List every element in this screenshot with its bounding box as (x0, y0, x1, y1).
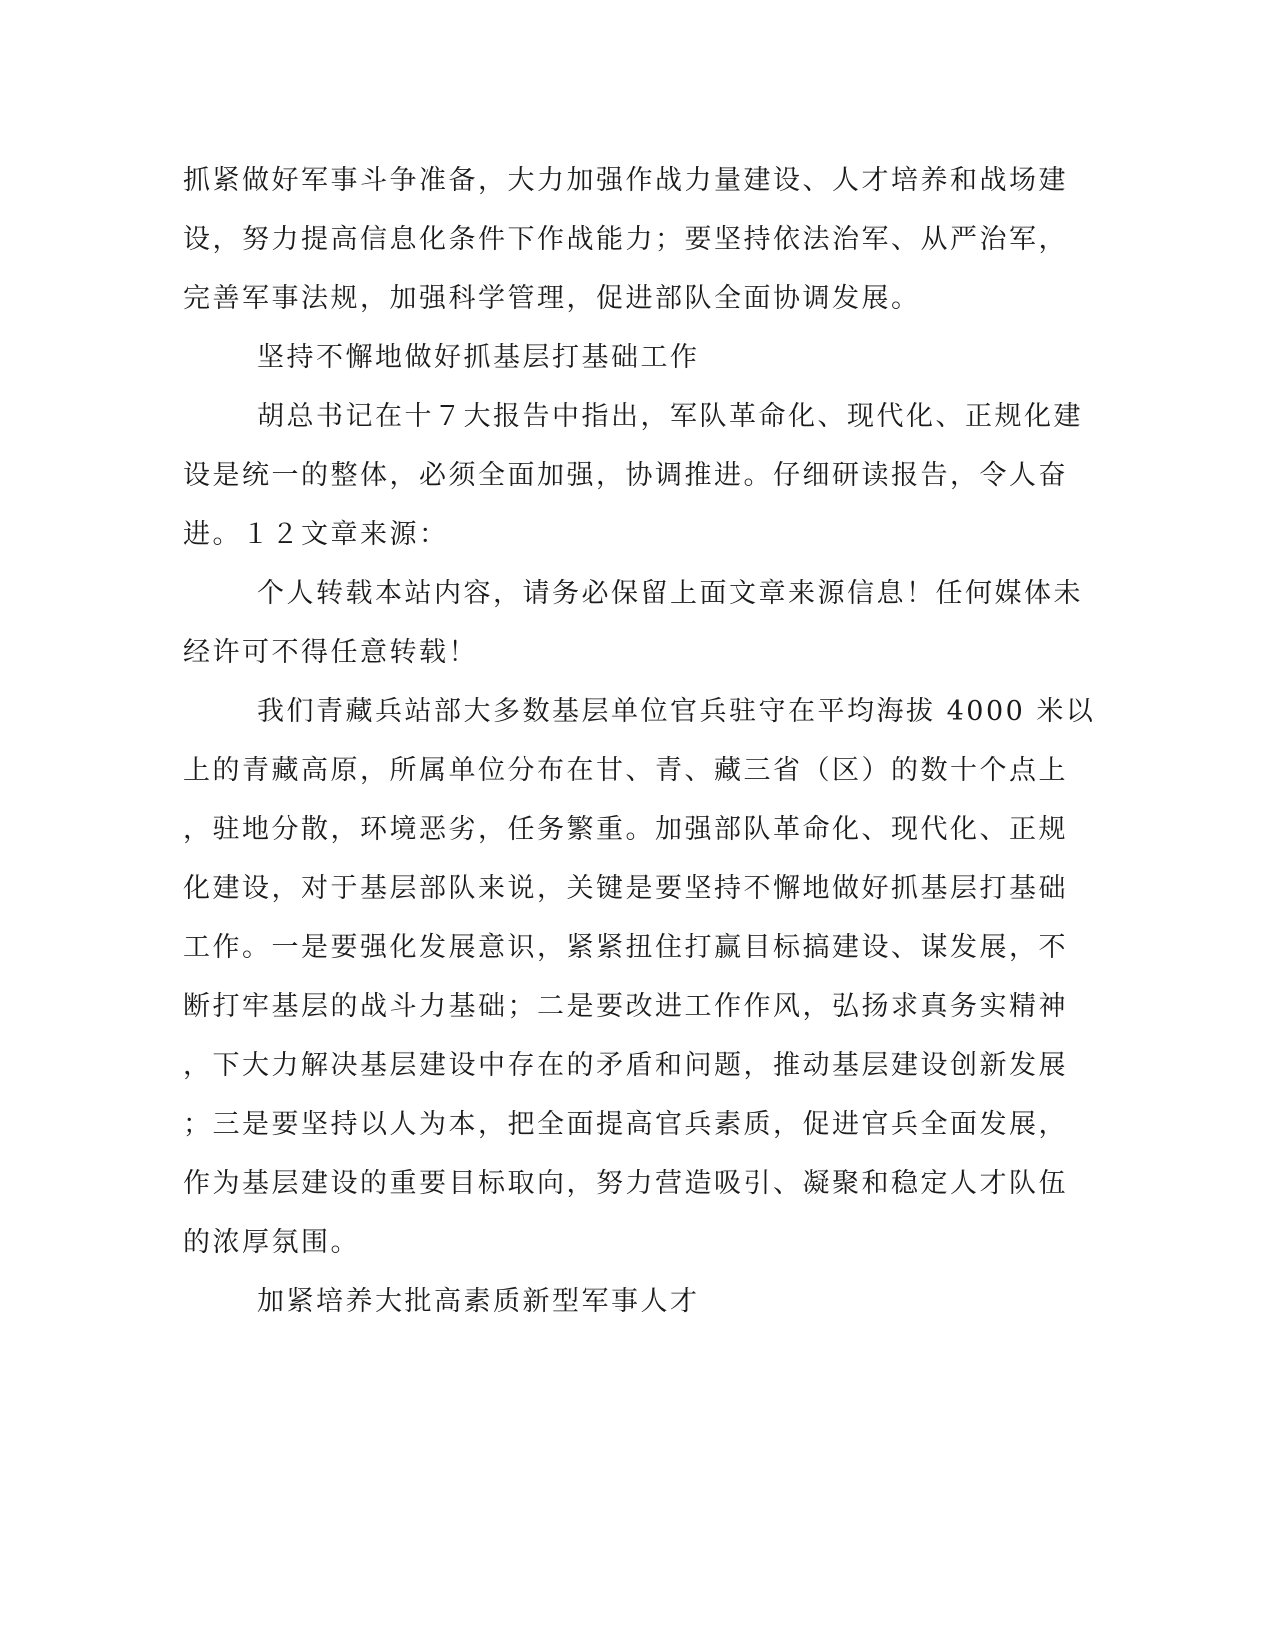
section-heading: 加紧培养大批高素质新型军事人才 (257, 1286, 700, 1317)
text-line: 完善军事法规，加强科学管理，促进部队全面协调发展。 (183, 283, 921, 314)
text-line: 作为基层建设的重要目标取向，努力营造吸引、凝聚和稳定人才队伍 (183, 1168, 1068, 1199)
text-line: 胡总书记在十７大报告中指出，军队革命化、现代化、正规化建 (257, 401, 1083, 432)
text-line: 经许可不得任意转载！ (183, 637, 478, 668)
text-line: 化建设，对于基层部队来说，关键是要坚持不懈地做好抓基层打基础 (183, 873, 1068, 904)
text-line: 个人转载本站内容，请务必保留上面文章来源信息！任何媒体未 (257, 578, 1083, 609)
text-line: 工作。一是要强化发展意识，紧紧扭住打赢目标搞建设、谋发展，不 (183, 932, 1068, 963)
text-line: 断打牢基层的战斗力基础；二是要改进工作作风，弘扬求真务实精神 (183, 991, 1068, 1022)
section-heading: 坚持不懈地做好抓基层打基础工作 (257, 342, 700, 373)
text-line: 的浓厚氛围。 (183, 1227, 360, 1258)
text-line: ；三是要坚持以人为本，把全面提高官兵素质，促进官兵全面发展， (183, 1109, 1068, 1140)
text-line: 上的青藏高原，所属单位分布在甘、青、藏三省（区）的数十个点上 (183, 755, 1068, 786)
text-line: ，下大力解决基层建设中存在的矛盾和问题，推动基层建设创新发展 (183, 1050, 1068, 1081)
text-line: 设，努力提高信息化条件下作战能力；要坚持依法治军、从严治军， (183, 224, 1068, 255)
text-line: ，驻地分散，环境恶劣，任务繁重。加强部队革命化、现代化、正规 (183, 814, 1068, 845)
text-line: 进。１２文章来源： (183, 519, 449, 550)
text-line: 我们青藏兵站部大多数基层单位官兵驻守在平均海拔 4000 米以 (257, 696, 1096, 727)
text-line: 设是统一的整体，必须全面加强，协调推进。仔细研读报告，令人奋 (183, 460, 1068, 491)
text-line: 抓紧做好军事斗争准备，大力加强作战力量建设、人才培养和战场建 (183, 165, 1068, 196)
